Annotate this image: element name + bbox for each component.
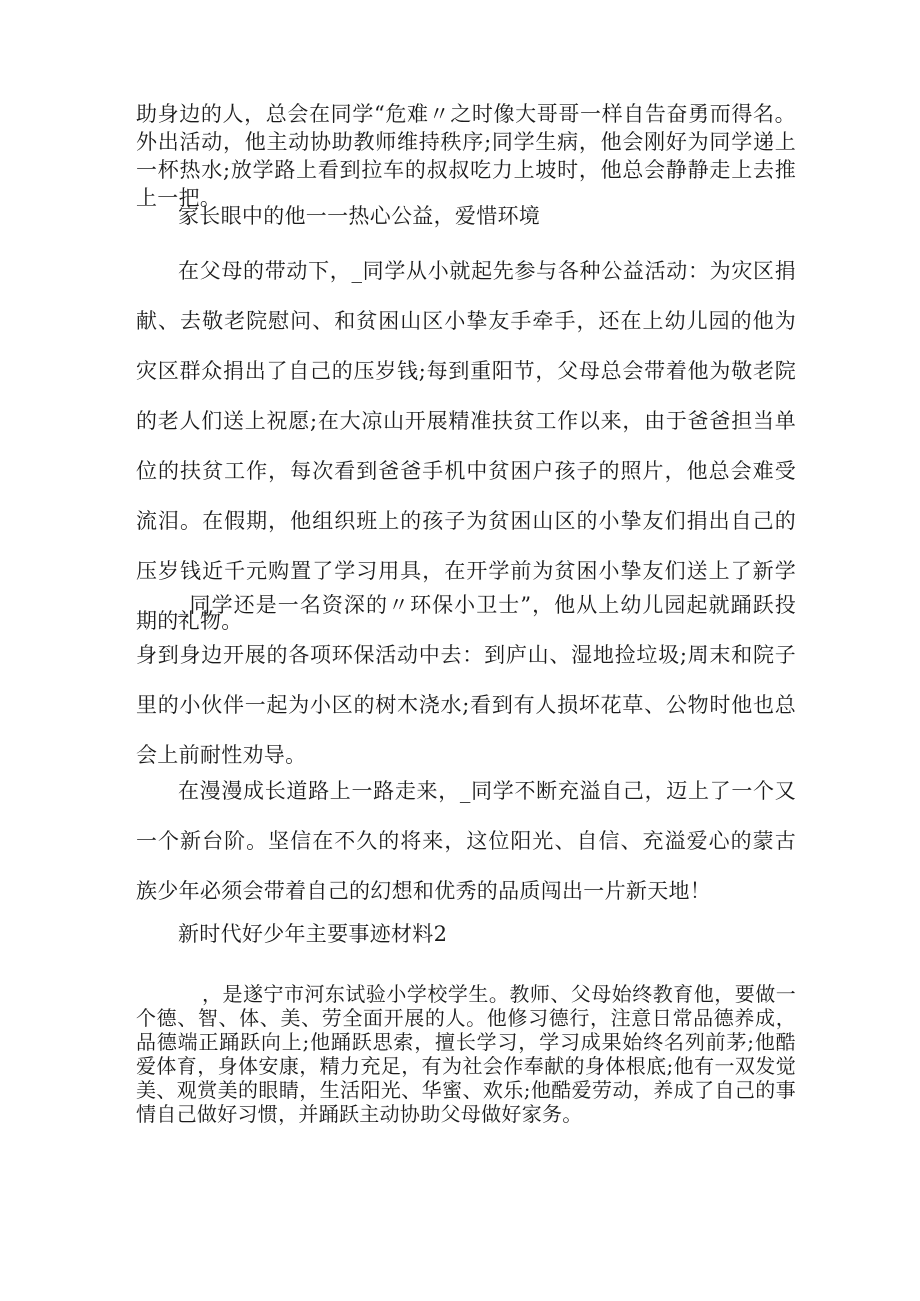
paragraph-helping-others: 助身边的人，总会在同学“危难〃之时像大哥哥一样自告奋勇而得名。外出活动，他主动协助教师维持秩序;同学生病，他会刚好为同学递上一杯热水;放学路上看到拉车的叔叔吃力上坡时，他总会静静走上去推上一把。	[136, 102, 796, 210]
paragraph-student-profile: ，是遂宁市河东试验小学校学生。教师、父母始终教育他，要做一个德、智、体、美、劳全面开展的人。他修习德行，注意日常品德养成，品德端正踊跃向上;他踊跃思索，擅长学习，学习成果始终名列前茅;他酷爱体育，身体安康，精力充足，有为社会作奉献的身体根底;他有一双发觉美、观赏美的眼睛，生活阳光、华蜜、欢乐;他酷爱劳动，养成了自己的事情自己做好习惯，并踊跃主动协助父母做好家务。	[136, 982, 796, 1126]
paragraph-growth-future: 在漫漫成长道路上一路走来，_同学不断充溢自己，迈上了一个又一个新台阶。坚信在不久的将来，这位阳光、自信、充溢爱心的蒙古族少年必须会带着自己的幻想和优秀的品质闯出一片新天地！	[136, 779, 796, 903]
section-heading-material-2: 新时代好少年主要事迹材料2	[178, 922, 448, 946]
paragraph-public-welfare: 在父母的带动下，_同学从小就起先参与各种公益活动：为灾区捐献、去敬老院慰问、和贫困山区小挚友手牵手，还在上幼儿园的他为灾区群众捐出了自己的压岁钱;每到重阳节，父母总会带着他为敬老院的老人们送上祝愿;在大凉山开展精准扶贫工作以来，由于爸爸担当单位的扶贫工作，每次看到爸爸手机中贫困户孩子的照片，他总会难受流泪。在假期，他组织班上的孩子为贫困山区的小挚友们捐出自己的压岁钱近千元购置了学习用具，在开学前为贫困小挚友们送上了新学期的礼物。	[136, 259, 796, 633]
section-heading-parents-view: 家长眼中的他一一热心公益，爱惜环境	[178, 204, 541, 228]
paragraph-environmental-guardian: _同学还是一名资深的〃环保小卫士”，他从上幼儿园起就踊跃投身到身边开展的各项环保活动中去：到庐山、湿地捡垃圾;周末和院子里的小伙伴一起为小区的树木浇水;看到有人损坏花草、公物时他也总会上前耐性劝导。	[136, 593, 796, 767]
